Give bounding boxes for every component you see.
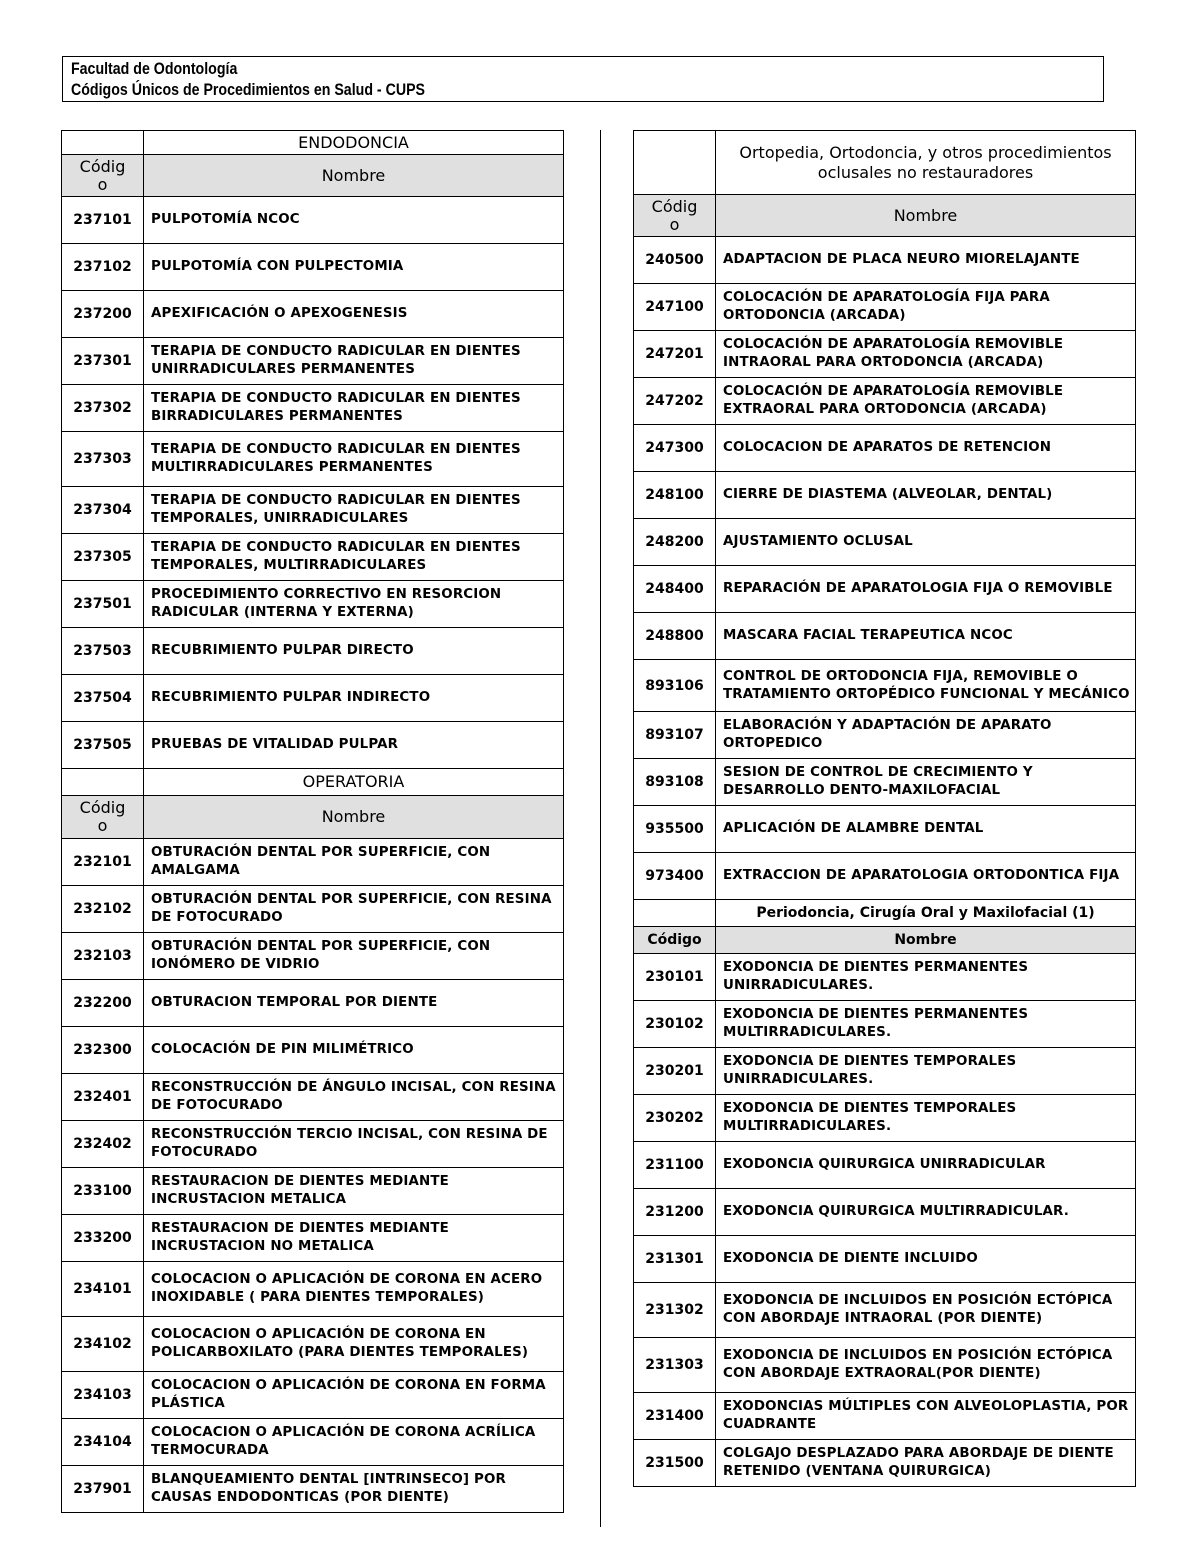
table-row	[634, 712, 1136, 759]
procedure-code: 240500	[634, 237, 716, 284]
table-row	[62, 1419, 564, 1466]
procedure-name: COLOCACIÓN DE APARATOLOGÍA REMOVIBLE INTRAORAL PARA ORTODONCIA (ARCADA)	[716, 331, 1136, 378]
procedure-name: COLOCACION O APLICACIÓN DE CORONA EN POLICARBOXILATO (PARA DIENTES TEMPORALES)	[144, 1317, 564, 1372]
code-column-header: Código	[634, 927, 716, 954]
procedure-code: 234103	[62, 1372, 144, 1419]
procedure-name: COLOCACION O APLICACIÓN DE CORONA ACRÍLICA TERMOCURADA	[144, 1419, 564, 1466]
table-row	[634, 237, 1136, 284]
procedure-name: SESION DE CONTROL DE CRECIMIENTO Y DESARROLLO DENTO-MAXILOFACIAL	[716, 759, 1136, 806]
procedure-name: OBTURACIÓN DENTAL POR SUPERFICIE, CON RESINA DE FOTOCURADO	[144, 886, 564, 933]
table-row	[634, 613, 1136, 660]
right-procedures-table	[633, 130, 1136, 1487]
procedure-code: 231500	[634, 1440, 716, 1487]
procedure-name: TERAPIA DE CONDUCTO RADICULAR EN DIENTES TEMPORALES, MULTIRRADICULARES	[144, 534, 564, 581]
procedure-name: TERAPIA DE CONDUCTO RADICULAR EN DIENTES BIRRADICULARES PERMANENTES	[144, 385, 564, 432]
table-row	[62, 1262, 564, 1317]
section-title-row	[634, 131, 1136, 195]
table-row	[634, 660, 1136, 712]
procedure-name: EXODONCIA DE INCLUIDOS EN POSICIÓN ECTÓPICA CON ABORDAJE INTRAORAL (POR DIENTE)	[716, 1283, 1136, 1338]
procedure-code: 230101	[634, 954, 716, 1001]
procedure-code: 248200	[634, 519, 716, 566]
section-title: Ortopedia, Ortodoncia, y otros procedimientos oclusales no restauradores	[716, 131, 1136, 195]
procedure-name: COLOCACION O APLICACIÓN DE CORONA EN ACERO INOXIDABLE ( PARA DIENTES TEMPORALES)	[144, 1262, 564, 1317]
table-row	[634, 566, 1136, 613]
document-header	[62, 56, 1104, 102]
procedure-name: EXODONCIA DE DIENTES TEMPORALES UNIRRADICULARES.	[716, 1048, 1136, 1095]
procedure-code: 232102	[62, 886, 144, 933]
column-header-row	[62, 796, 564, 839]
code-column-header: Códig o	[634, 195, 716, 237]
procedure-code: 232300	[62, 1027, 144, 1074]
procedure-name: OBTURACIÓN DENTAL POR SUPERFICIE, CON AMALGAMA	[144, 839, 564, 886]
column-header-row	[634, 195, 1136, 237]
procedure-name: APEXIFICACIÓN O APEXOGENESIS	[144, 291, 564, 338]
procedure-name: CIERRE DE DIASTEMA (ALVEOLAR, DENTAL)	[716, 472, 1136, 519]
procedure-code: 234102	[62, 1317, 144, 1372]
table-row	[62, 1317, 564, 1372]
section-title-spacer	[62, 131, 144, 155]
code-column-header: Códig o	[62, 796, 144, 839]
table-row	[634, 1393, 1136, 1440]
table-row	[62, 1121, 564, 1168]
section-title-row	[62, 131, 564, 155]
procedure-code: 232103	[62, 933, 144, 980]
procedure-name: TERAPIA DE CONDUCTO RADICULAR EN DIENTES MULTIRRADICULARES PERMANENTES	[144, 432, 564, 487]
table-row	[62, 1372, 564, 1419]
procedure-name: RECONSTRUCCIÓN TERCIO INCISAL, CON RESINA DE FOTOCURADO	[144, 1121, 564, 1168]
procedure-code: 232200	[62, 980, 144, 1027]
procedure-name: COLOCACIÓN DE APARATOLOGÍA FIJA PARA ORTODONCIA (ARCADA)	[716, 284, 1136, 331]
procedure-code: 248100	[634, 472, 716, 519]
procedure-name: EXODONCIA QUIRURGICA MULTIRRADICULAR.	[716, 1189, 1136, 1236]
procedure-code: 233200	[62, 1215, 144, 1262]
document-subtitle: Códigos Únicos de Procedimientos en Salud - CUPS	[71, 81, 426, 99]
section-title-spacer	[634, 900, 716, 927]
procedure-name: TERAPIA DE CONDUCTO RADICULAR EN DIENTES TEMPORALES, UNIRRADICULARES	[144, 487, 564, 534]
procedure-code: 232402	[62, 1121, 144, 1168]
procedure-code: 247300	[634, 425, 716, 472]
table-row	[634, 1440, 1136, 1487]
name-column-header: Nombre	[716, 195, 1136, 237]
procedure-code: 237101	[62, 197, 144, 244]
table-row	[62, 1027, 564, 1074]
table-row	[634, 1236, 1136, 1283]
procedure-name: PRUEBAS DE VITALIDAD PULPAR	[144, 722, 564, 769]
procedure-name: MASCARA FACIAL TERAPEUTICA NCOC	[716, 613, 1136, 660]
table-row	[62, 197, 564, 244]
name-column-header: Nombre	[716, 927, 1136, 954]
table-row	[634, 1001, 1136, 1048]
procedure-code: 973400	[634, 853, 716, 900]
table-row	[62, 722, 564, 769]
table-row	[634, 759, 1136, 806]
procedure-name: COLOCACIÓN DE PIN MILIMÉTRICO	[144, 1027, 564, 1074]
table-row	[62, 1215, 564, 1262]
procedure-code: 247202	[634, 378, 716, 425]
name-column-header: Nombre	[144, 796, 564, 839]
procedure-code: 231302	[634, 1283, 716, 1338]
table-row	[62, 839, 564, 886]
procedure-name: COLOCACIÓN DE APARATOLOGÍA REMOVIBLE EXTRAORAL PARA ORTODONCIA (ARCADA)	[716, 378, 1136, 425]
table-row	[634, 853, 1136, 900]
table-row	[634, 472, 1136, 519]
table-row	[62, 675, 564, 722]
procedure-code: 233100	[62, 1168, 144, 1215]
table-row	[62, 432, 564, 487]
procedure-name: EXTRACCION DE APARATOLOGIA ORTODONTICA FIJA	[716, 853, 1136, 900]
section-title: OPERATORIA	[144, 769, 564, 796]
column-header-row	[62, 155, 564, 197]
procedure-code: 231301	[634, 1236, 716, 1283]
procedure-name: EXODONCIA DE DIENTE INCLUIDO	[716, 1236, 1136, 1283]
table-row	[634, 954, 1136, 1001]
table-row	[634, 1095, 1136, 1142]
table-row	[634, 331, 1136, 378]
table-row	[634, 1048, 1136, 1095]
procedure-name: RECUBRIMIENTO PULPAR DIRECTO	[144, 628, 564, 675]
procedure-code: 237505	[62, 722, 144, 769]
procedure-name: EXODONCIA DE DIENTES PERMANENTES MULTIRRADICULARES.	[716, 1001, 1136, 1048]
table-row	[62, 244, 564, 291]
table-row	[634, 1142, 1136, 1189]
procedure-name: EXODONCIA DE INCLUIDOS EN POSICIÓN ECTÓPICA CON ABORDAJE EXTRAORAL(POR DIENTE)	[716, 1338, 1136, 1393]
table-row	[634, 806, 1136, 853]
procedure-code: 237303	[62, 432, 144, 487]
procedure-code: 935500	[634, 806, 716, 853]
procedure-name: APLICACIÓN DE ALAMBRE DENTAL	[716, 806, 1136, 853]
procedure-name: PROCEDIMIENTO CORRECTIVO EN RESORCION RADICULAR (INTERNA Y EXTERNA)	[144, 581, 564, 628]
left-procedures-table	[61, 130, 564, 1513]
procedure-name: COLOCACION O APLICACIÓN DE CORONA EN FORMA PLÁSTICA	[144, 1372, 564, 1419]
section-title-spacer	[62, 769, 144, 796]
procedure-code: 893108	[634, 759, 716, 806]
column-header-row	[634, 927, 1136, 954]
table-row	[62, 980, 564, 1027]
procedure-code: 237304	[62, 487, 144, 534]
procedure-code: 247201	[634, 331, 716, 378]
procedure-code: 248400	[634, 566, 716, 613]
procedure-name: RESTAURACION DE DIENTES MEDIANTE INCRUSTACION METALICA	[144, 1168, 564, 1215]
procedure-code: 234104	[62, 1419, 144, 1466]
procedure-name: EXODONCIAS MÚLTIPLES CON ALVEOLOPLASTIA, POR CUADRANTE	[716, 1393, 1136, 1440]
procedure-name: REPARACIÓN DE APARATOLOGIA FIJA O REMOVIBLE	[716, 566, 1136, 613]
code-column-header: Códig o	[62, 155, 144, 197]
procedure-name: BLANQUEAMIENTO DENTAL [INTRINSECO] POR CAUSAS ENDODONTICAS (POR DIENTE)	[144, 1466, 564, 1513]
procedure-code: 237305	[62, 534, 144, 581]
procedure-name: EXODONCIA QUIRURGICA UNIRRADICULAR	[716, 1142, 1136, 1189]
table-row	[62, 1466, 564, 1513]
procedure-name: PULPOTOMÍA CON PULPECTOMIA	[144, 244, 564, 291]
procedure-name: COLGAJO DESPLAZADO PARA ABORDAJE DE DIENTE RETENIDO (VENTANA QUIRURGICA)	[716, 1440, 1136, 1487]
table-row	[62, 581, 564, 628]
procedure-name: OBTURACION TEMPORAL POR DIENTE	[144, 980, 564, 1027]
procedure-code: 893107	[634, 712, 716, 759]
procedure-code: 248800	[634, 613, 716, 660]
column-divider	[600, 130, 601, 1527]
procedure-name: AJUSTAMIENTO OCLUSAL	[716, 519, 1136, 566]
table-row	[62, 933, 564, 980]
procedure-name: RECONSTRUCCIÓN DE ÁNGULO INCISAL, CON RESINA DE FOTOCURADO	[144, 1074, 564, 1121]
procedure-code: 231303	[634, 1338, 716, 1393]
section-title-row	[634, 900, 1136, 927]
procedure-code: 230102	[634, 1001, 716, 1048]
procedure-name: ELABORACIÓN Y ADAPTACIÓN DE APARATO ORTOPEDICO	[716, 712, 1136, 759]
table-row	[634, 378, 1136, 425]
procedure-code: 893106	[634, 660, 716, 712]
section-title-spacer	[634, 131, 716, 195]
procedure-code: 237504	[62, 675, 144, 722]
name-column-header: Nombre	[144, 155, 564, 197]
faculty-name: Facultad de Odontología	[71, 60, 238, 78]
table-row	[634, 1283, 1136, 1338]
procedure-code: 231400	[634, 1393, 716, 1440]
procedure-name: PULPOTOMÍA NCOC	[144, 197, 564, 244]
procedure-code: 230202	[634, 1095, 716, 1142]
table-row	[62, 628, 564, 675]
procedure-name: RECUBRIMIENTO PULPAR INDIRECTO	[144, 675, 564, 722]
table-row	[62, 1168, 564, 1215]
procedure-code: 237901	[62, 1466, 144, 1513]
procedure-code: 237503	[62, 628, 144, 675]
table-row	[634, 1338, 1136, 1393]
procedure-name: EXODONCIA DE DIENTES PERMANENTES UNIRRADICULARES.	[716, 954, 1136, 1001]
table-row	[62, 291, 564, 338]
section-title: Periodoncia, Cirugía Oral y Maxilofacial (1)	[716, 900, 1136, 927]
table-row	[62, 385, 564, 432]
procedure-code: 234101	[62, 1262, 144, 1317]
procedure-code: 232101	[62, 839, 144, 886]
procedure-code: 237501	[62, 581, 144, 628]
procedure-code: 237302	[62, 385, 144, 432]
procedure-name: RESTAURACION DE DIENTES MEDIANTE INCRUSTACION NO METALICA	[144, 1215, 564, 1262]
procedure-name: EXODONCIA DE DIENTES TEMPORALES MULTIRRADICULARES.	[716, 1095, 1136, 1142]
procedure-code: 237200	[62, 291, 144, 338]
section-title-row	[62, 769, 564, 796]
procedure-name: OBTURACIÓN DENTAL POR SUPERFICIE, CON IONÓMERO DE VIDRIO	[144, 933, 564, 980]
table-row	[62, 338, 564, 385]
procedure-name: TERAPIA DE CONDUCTO RADICULAR EN DIENTES UNIRRADICULARES PERMANENTES	[144, 338, 564, 385]
procedure-code: 237102	[62, 244, 144, 291]
procedure-name: CONTROL DE ORTODONCIA FIJA, REMOVIBLE O TRATAMIENTO ORTOPÉDICO FUNCIONAL Y MECÁNICO	[716, 660, 1136, 712]
table-row	[62, 886, 564, 933]
procedure-code: 231200	[634, 1189, 716, 1236]
procedure-code: 232401	[62, 1074, 144, 1121]
section-title: ENDODONCIA	[144, 131, 564, 155]
table-row	[634, 425, 1136, 472]
table-row	[634, 519, 1136, 566]
procedure-name: ADAPTACION DE PLACA NEURO MIORELAJANTE	[716, 237, 1136, 284]
table-row	[634, 284, 1136, 331]
table-row	[62, 487, 564, 534]
procedure-code: 230201	[634, 1048, 716, 1095]
procedure-code: 237301	[62, 338, 144, 385]
procedure-code: 231100	[634, 1142, 716, 1189]
procedure-code: 247100	[634, 284, 716, 331]
table-row	[634, 1189, 1136, 1236]
table-row	[62, 1074, 564, 1121]
procedure-name: COLOCACION DE APARATOS DE RETENCION	[716, 425, 1136, 472]
table-row	[62, 534, 564, 581]
